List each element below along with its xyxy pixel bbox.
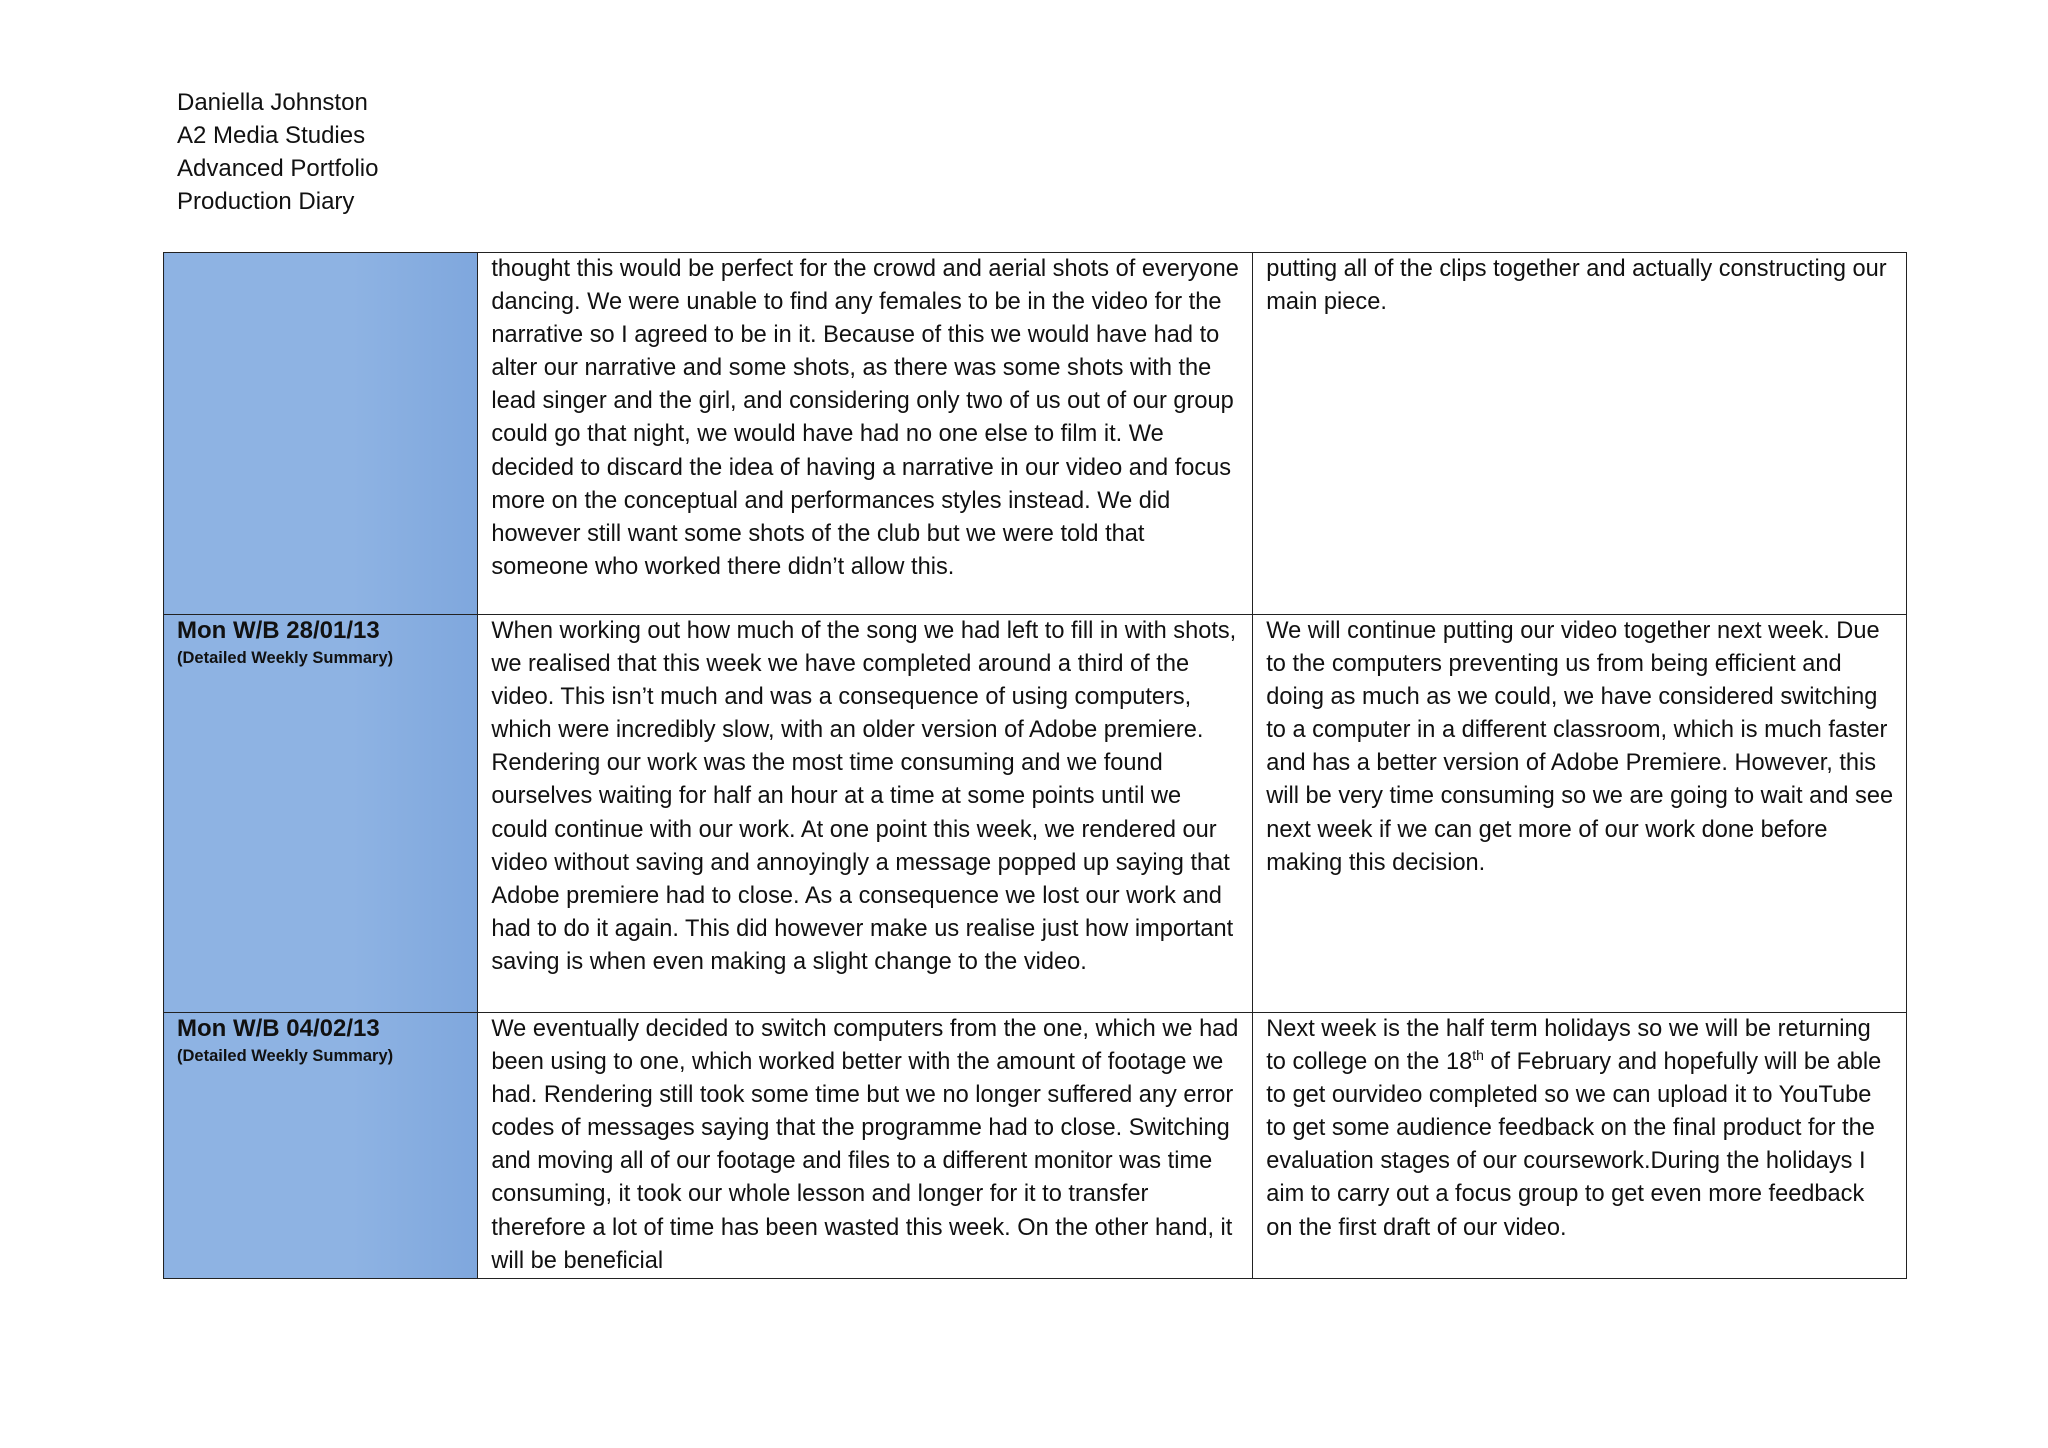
production-diary-table <box>163 252 1907 1279</box>
week-cell <box>164 615 478 1013</box>
plans-cell: We will continue putting our video together next week. Due to the computers preventing us from being efficient and doing as much as we could, we have considered switching to a computer in a different classroom, which is much faster and has a better version of Adobe Premiere. However, this will be very time consuming so we are going to wait and see next week if we can get more of our work done before making this decision. <box>1253 615 1907 1013</box>
plans-cell <box>1253 1013 1907 1279</box>
unit-name: Advanced Portfolio <box>177 155 379 182</box>
document-title: Production Diary <box>177 188 355 215</box>
week-note: (Detailed Weekly Summary) <box>177 649 394 667</box>
table-row <box>164 1013 1907 1279</box>
progress-cell: When working out how much of the song we had left to fill in with shots, we realised that this week we have completed around a third of the video. This isn’t much and was a consequence of using computers, which were incredibly slow, with an older version of Adobe premiere. Rendering our work was the most time consuming and we found ourselves waiting for half an hour at a time at some points until we could continue with our work. At one point this week, we rendered our video without saving and annoyingly a message popped up saying that Adobe premiere had to close. As a consequence we lost our work and had to do it again. This did however make us realise just how important saving is when even making a slight change to the video. <box>478 615 1253 1013</box>
week-label: Mon W/B 04/02/13 <box>177 1015 380 1042</box>
ordinal-suffix: th <box>1472 1047 1484 1064</box>
author-name: Daniella Johnston <box>177 89 368 116</box>
week-cell <box>164 253 478 615</box>
course-name: A2 Media Studies <box>177 122 366 149</box>
progress-cell: thought this would be perfect for the crowd and aerial shots of everyone dancing. We were unable to find any females to be in the video for the narrative so I agreed to be in it. Because of this we would have had to alter our narrative and some shots, as there was some shots with the lead singer and the girl, and considering only two of us out of our group could go that night, we would have had no one else to film it. We decided to discard the idea of having a narrative in our video and focus more on the conceptual and performances styles instead. We did however still want some shots of the club but we were told that someone who worked there didn’t allow this. <box>478 253 1253 615</box>
document-header <box>177 86 378 218</box>
plans-cell: putting all of the clips together and actually constructing our main piece. <box>1253 253 1907 615</box>
week-label: Mon W/B 28/01/13 <box>177 617 380 644</box>
plans-text-end: of February and hopefully will be able to get ourvideo completed so we can upload it to YouTube to get some audience feedback on the final product for the evaluation stages of our coursework.During the holidays I aim to carry out a focus group to get even more feedback on the first draft of our video. <box>1266 1049 1882 1241</box>
plans-text-start: Next week is the half term holidays so we will be returning to college on the 18 <box>1266 1016 1871 1076</box>
progress-cell: We eventually decided to switch computers from the one, which we had been using to one, which worked better with the amount of footage we had. Rendering still took some time but we no longer suffered any error codes of messages saying that the programme had to close. Switching and moving all of our footage and files to a different monitor was time consuming, it took our whole lesson and longer for it to transfer therefore a lot of time has been wasted this week. On the other hand, it will be beneficial <box>478 1013 1253 1279</box>
week-note: (Detailed Weekly Summary) <box>177 1047 394 1065</box>
table-row <box>164 615 1907 1013</box>
table-row <box>164 253 1907 615</box>
week-cell <box>164 1013 478 1279</box>
